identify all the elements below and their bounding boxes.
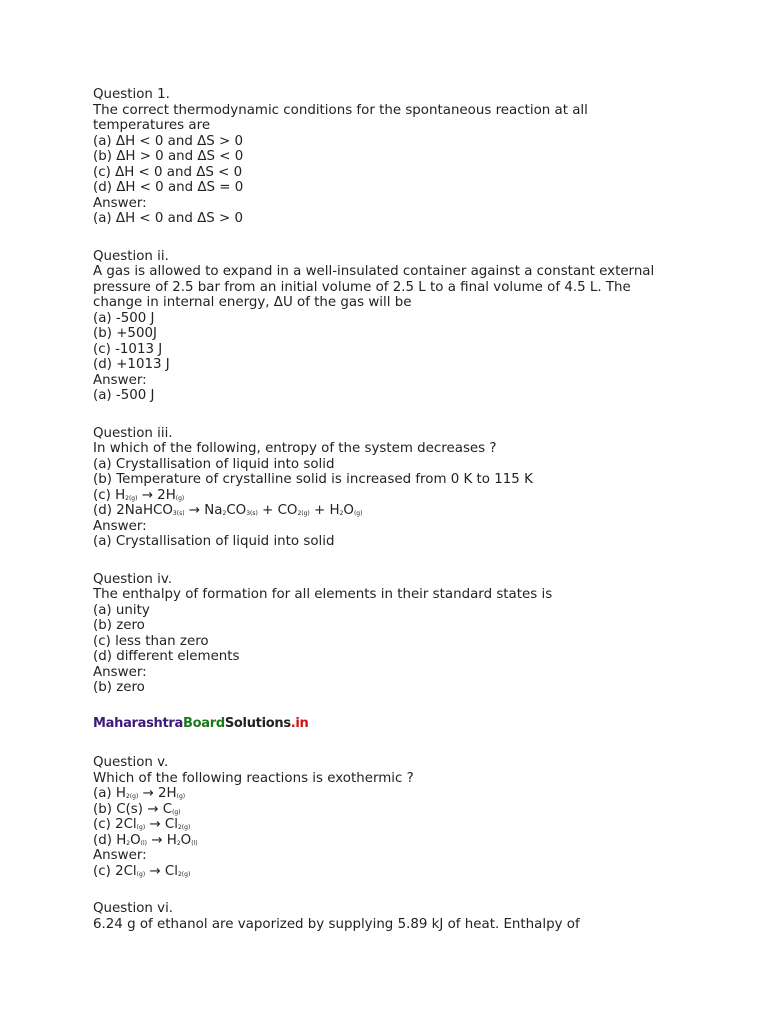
option-a: (a) unity [93, 602, 150, 618]
question-text: A gas is allowed to expand in a well-insulated container against a constant external pressure of 2.5 bar from an initial volume of 2.5 L to a final volume of 4.5 L. The change in internal energy, ΔU of the gas will be [93, 264, 655, 310]
answer-text: (a) -500 J [93, 388, 155, 403]
question-4 [93, 572, 673, 696]
answer-text: (b) zero [93, 680, 145, 695]
question-text: 6.24 g of ethanol are vaporized by supplying 5.89 kJ of heat. Enthalpy of [93, 916, 580, 932]
answer-text: (a) Crystallisation of liquid into solid [93, 534, 335, 549]
question-title: Question vi. [93, 901, 174, 916]
option-b: (b) $C(s) \to C_{(g)}$ [93, 801, 181, 817]
answer-text: (a) ΔH < 0 and ΔS > 0 [93, 211, 244, 226]
question-3 [93, 426, 673, 550]
option-c: (c) -1013 J [93, 341, 163, 357]
option-c: (c) $H_{2(g)} \to 2H_{(g)}$ [93, 487, 185, 503]
question-text: Which of the following reactions is exothermic ? [93, 770, 414, 786]
answer-label: Answer: [93, 195, 147, 211]
question-text: The enthalpy of formation for all elements in their standard states is [93, 587, 553, 602]
question-text: In which of the following, entropy of the system decreases ? [93, 441, 497, 456]
option-a: (a) Crystallisation of liquid into solid [93, 456, 335, 472]
option-c: (c) ΔH < 0 and ΔS < 0 [93, 164, 243, 180]
question-text: The correct thermodynamic conditions for the spontaneous reaction at all temperatures are [93, 102, 588, 133]
option-b: (b) Temperature of crystalline solid is increased from 0 K to 115 K [93, 472, 533, 487]
question-title: Question ii. [93, 248, 169, 264]
option-a: (a) ΔH < 0 and ΔS > 0 [93, 133, 244, 149]
answer-label: Answer: [93, 518, 147, 534]
option-b: (b) ΔH > 0 and ΔS < 0 [93, 149, 244, 164]
document-page [93, 87, 673, 932]
question-6 [93, 901, 673, 932]
question-1 [93, 87, 673, 227]
question-5 [93, 755, 673, 879]
question-title: Question iv. [93, 571, 173, 587]
question-title: Question 1. [93, 87, 170, 102]
option-c: (c) $2Cl_{(g)} \to Cl_{2(g)}$ [93, 817, 191, 832]
answer-text: (c) $2Cl_{(g)} \to Cl_{2(g)}$ [93, 863, 191, 879]
option-b: (b) zero [93, 618, 145, 633]
option-d: (d) different elements [93, 649, 240, 664]
option-a: (a) -500 J [93, 310, 155, 326]
site-logo: MaharashtraBoardSolutions.in [93, 715, 309, 731]
option-d: (d) 2NaHCO$_{3(s)}$ → $Na_2CO_{3(s)} + CO_{2(g)} + H_2O_{(g)}$ [93, 503, 363, 518]
answer-label: Answer: [93, 372, 147, 388]
question-title: Question iii. [93, 425, 173, 441]
option-a: (a) $H_{2(g)} \to 2H_{(g)}$ [93, 786, 186, 801]
answer-label: Answer: [93, 664, 147, 680]
option-d: (d) ΔH < 0 and ΔS = 0 [93, 180, 244, 195]
answer-label: Answer: [93, 848, 147, 863]
option-b: (b) +500J [93, 326, 157, 341]
option-d: (d) $H_2O_{(l)} \to H_2O_{(l)}$ [93, 832, 198, 848]
question-title: Question v. [93, 755, 169, 770]
question-2 [93, 249, 673, 404]
option-d: (d) +1013 J [93, 357, 170, 372]
option-c: (c) less than zero [93, 633, 209, 649]
